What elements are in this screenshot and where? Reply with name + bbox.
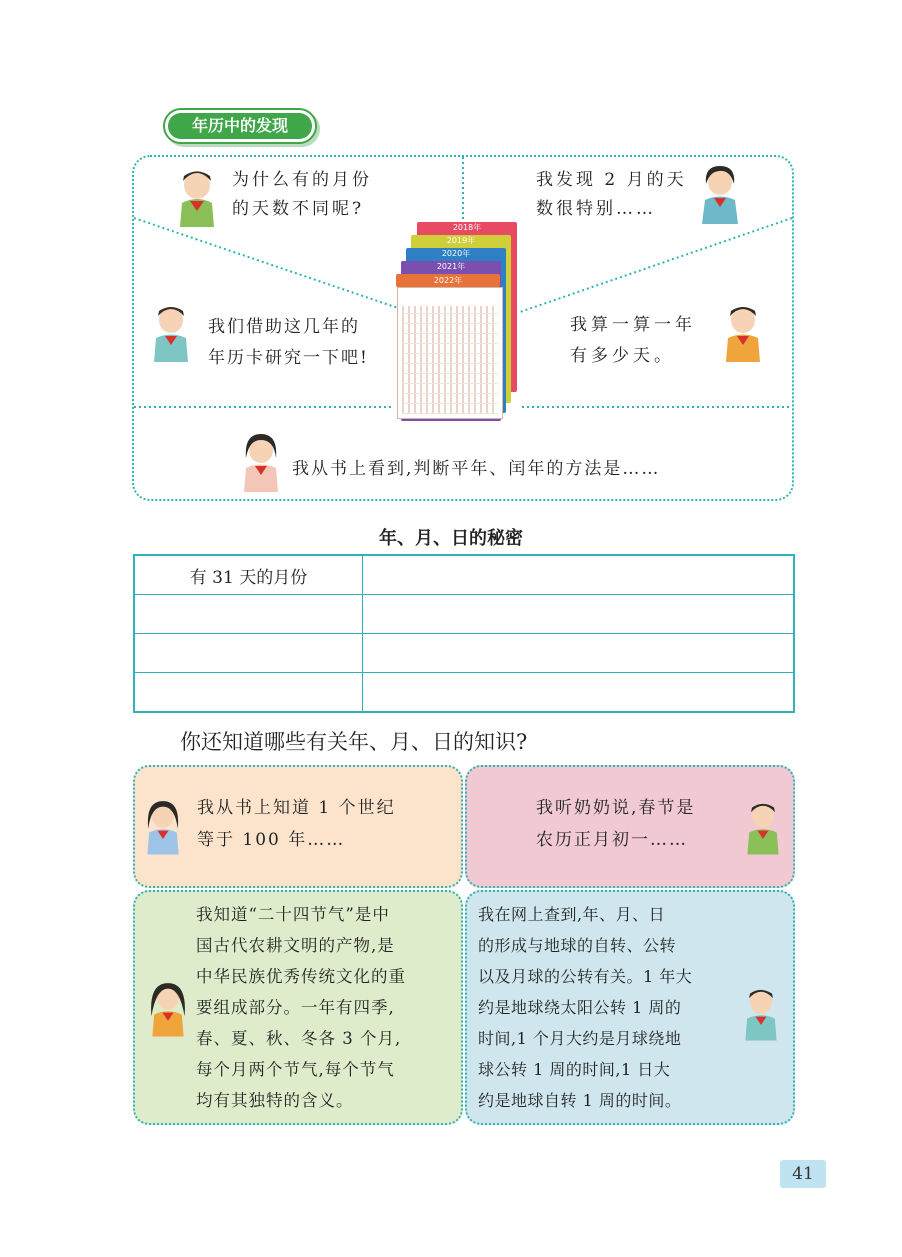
girl-avatar-bottom — [236, 430, 286, 492]
girl-avatar-top-right — [694, 162, 744, 224]
divider-right-diagonal — [520, 218, 792, 312]
speech-bottom: 我从书上看到,判断平年、闰年的方法是…… — [292, 459, 661, 479]
table-row — [134, 673, 794, 713]
table-cell: 有 31 天的月份 — [134, 555, 363, 595]
text-spring-festival: 我听奶奶说,春节是 农历正月初一…… — [536, 798, 696, 850]
table-row — [134, 595, 794, 634]
table-cell — [363, 555, 795, 595]
text-solar-terms: 我知道“二十四节气”是中 国古代农耕文明的产物,是 中华民族优秀传统文化的重 要组成部分。一年有四季, 春、夏、秋、冬各 3 个月, 每个月两个节气,每个节气 均有其独特的含义。 — [196, 905, 406, 1110]
page-number: 41 — [780, 1160, 826, 1188]
divider-left-diagonal — [134, 218, 398, 308]
boy-avatar-middle-left — [146, 300, 196, 362]
boy-avatar-middle-right — [718, 300, 768, 362]
calendar-stack — [392, 222, 522, 417]
table-row — [134, 634, 794, 673]
table-cell — [363, 673, 795, 713]
question-heading: 你还知道哪些有关年、月、日的知识? — [180, 730, 528, 754]
table-cell — [363, 634, 795, 673]
calendar-front-page — [397, 287, 503, 419]
boy-avatar-top-left — [172, 165, 222, 227]
speech-middle-right: 我算一算一年 有多少天。 — [570, 315, 696, 366]
table-row — [134, 555, 794, 595]
calendar-card-2021: 2021年 — [401, 261, 501, 421]
table-cell — [363, 595, 795, 634]
secrets-table — [133, 554, 795, 713]
text-earth-rotation: 我在网上查到,年、月、日 的形成与地球的自转、公转 以及月球的公转有关。1 年大 约是地球绕太阳公转 1 周的 时间,1 个月大约是月球绕地 球公转 1 周的时间,1 日大 约是地球自转 1 周的时间。 — [478, 905, 693, 1110]
calendar-card-2018: 2018年 — [417, 222, 517, 392]
table-cell — [134, 634, 363, 673]
table-cell — [134, 595, 363, 634]
section-tag-label: 年历中的发现 — [168, 113, 312, 139]
calendar-card-2019: 2019年 — [411, 235, 511, 403]
speech-top-left: 为什么有的月份 的天数不同呢? — [232, 170, 372, 219]
speech-top-right: 我发现 2 月的天 数很特别…… — [536, 170, 687, 219]
table-cell — [134, 673, 363, 713]
text-century: 我从书上知道 1 个世纪 等于 100 年…… — [197, 798, 396, 850]
calendar-card-2022: 2022年 — [396, 274, 500, 287]
boy-avatar-spring-festival — [740, 796, 786, 856]
table-title: 年、月、日的秘密 — [379, 528, 523, 549]
speech-middle-left: 我们借助这几年的 年历卡研究一下吧! — [208, 317, 369, 368]
boy-avatar-earth-rotation — [738, 982, 784, 1042]
calendar-card-2020: 2020年 — [406, 248, 506, 413]
girl-avatar-solar-terms — [145, 978, 191, 1038]
girl-avatar-century — [140, 796, 186, 856]
